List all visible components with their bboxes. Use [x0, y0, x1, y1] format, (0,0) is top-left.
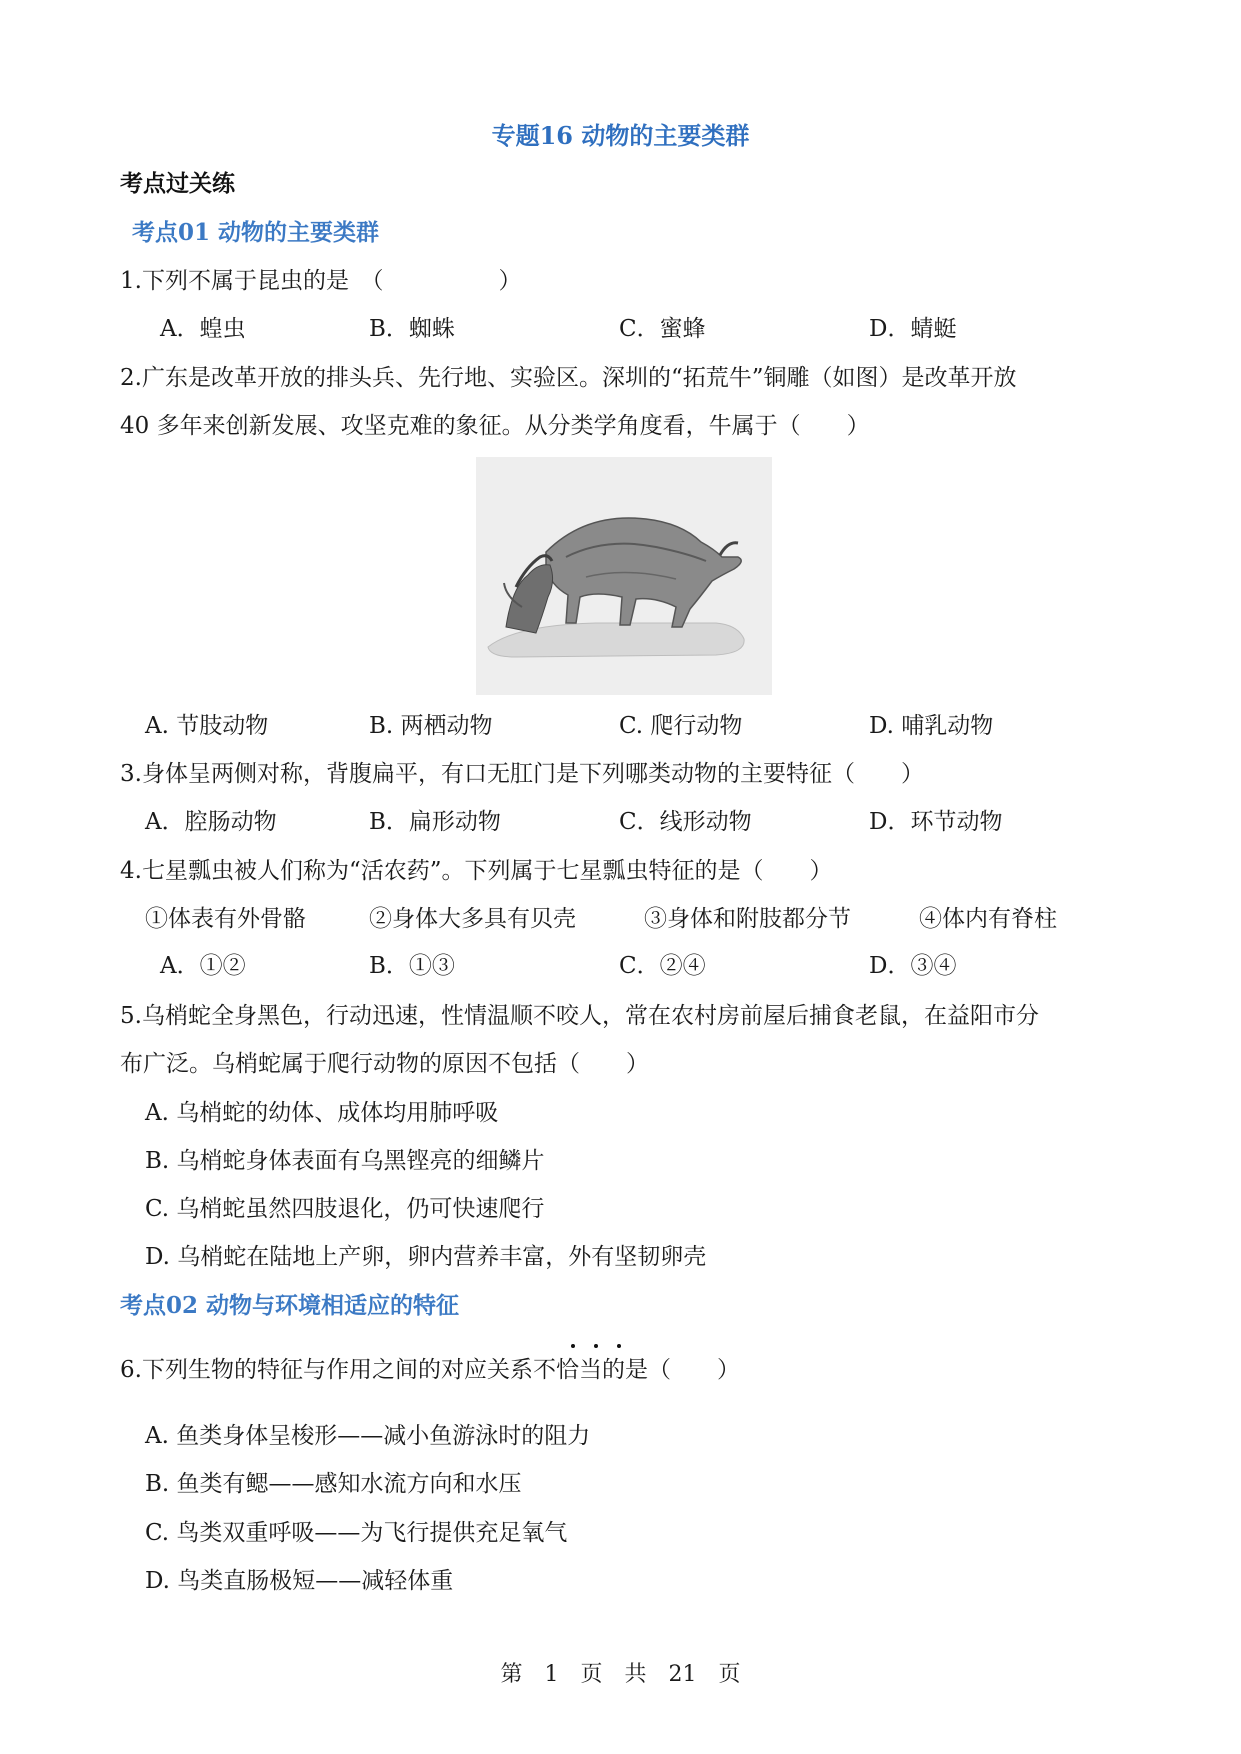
section-heading-2: 考点02 动物与环境相适应的特征	[120, 1292, 460, 1319]
q4-statement-3: ③身体和附肢都分节	[644, 906, 851, 932]
q3-option-a: A．腔肠动物	[145, 809, 277, 835]
page-footer: 第 1 页 共 21 页	[500, 1662, 741, 1687]
q3-option-d: D．环节动物	[869, 809, 1003, 835]
q1-option-b: B．蜘蛛	[369, 316, 455, 342]
emphasis-dot	[571, 1344, 575, 1348]
emphasis-dot	[594, 1344, 598, 1348]
q6-option-c: C. 鸟类双重呼吸——为飞行提供充足氧气	[145, 1520, 568, 1546]
question-6-stem: 6.下列生物的特征与作用之间的对应关系不恰当的是（ ）	[120, 1357, 740, 1383]
q5-option-b: B. 乌梢蛇身体表面有乌黑铿亮的细鳞片	[145, 1148, 545, 1174]
question-3-stem: 3.身体呈两侧对称，背腹扁平，有口无肛门是下列哪类动物的主要特征（ ）	[120, 761, 924, 787]
q6-option-b: B. 鱼类有鳃——感知水流方向和水压	[145, 1471, 522, 1497]
q4-option-b: B．①③	[369, 953, 455, 979]
question-1-stem: 1.下列不属于昆虫的是 （ ）	[120, 268, 522, 294]
question-5-stem-line2: 布广泛。乌梢蛇属于爬行动物的原因不包括（ ）	[120, 1051, 649, 1077]
question-4-stem: 4.七星瓢虫被人们称为“活农药”。下列属于七星瓢虫特征的是（ ）	[120, 858, 833, 884]
q1-option-c: C．蜜蜂	[619, 316, 706, 342]
question-2-stem-line2: 40 多年来创新发展、攻坚克难的象征。从分类学角度看，牛属于（ ）	[120, 413, 870, 439]
section-heading-1: 考点01 动物的主要类群	[132, 219, 380, 246]
q6-option-d: D. 鸟类直肠极短——减轻体重	[145, 1568, 454, 1594]
q4-option-d: D．③④	[869, 953, 957, 979]
q3-option-b: B．扁形动物	[369, 809, 501, 835]
emphasis-dot	[617, 1344, 621, 1348]
page-title: 专题16 动物的主要类群	[491, 121, 750, 150]
bull-sculpture-image	[476, 457, 772, 695]
question-5-stem-line1: 5.乌梢蛇全身黑色，行动迅速，性情温顺不咬人，常在农村房前屋后捕食老鼠，在益阳市分	[120, 1003, 1039, 1029]
q2-option-c: C. 爬行动物	[619, 713, 743, 739]
q5-option-c: C. 乌梢蛇虽然四肢退化，仍可快速爬行	[145, 1196, 545, 1222]
q4-option-a: A．①②	[160, 953, 246, 979]
q4-statement-1: ①体表有外骨骼	[145, 906, 306, 932]
q2-option-d: D. 哺乳动物	[869, 713, 994, 739]
section-heading-main: 考点过关练	[120, 170, 235, 197]
q4-statement-2: ②身体大多具有贝壳	[369, 906, 576, 932]
q1-option-d: D．蜻蜓	[869, 316, 957, 342]
q5-option-a: A. 乌梢蛇的幼体、成体均用肺呼吸	[145, 1100, 499, 1126]
question-2-stem-line1: 2.广东是改革开放的排头兵、先行地、实验区。深圳的“拓荒牛”铜雕（如图）是改革开放	[120, 365, 1017, 391]
q4-option-c: C．②④	[619, 953, 706, 979]
q1-option-a: A．蝗虫	[160, 316, 246, 342]
q4-statement-4: ④体内有脊柱	[919, 906, 1057, 932]
q2-option-b: B. 两栖动物	[369, 713, 493, 739]
q6-option-a: A. 鱼类身体呈梭形——减小鱼游泳时的阻力	[145, 1423, 591, 1449]
q3-option-c: C．线形动物	[619, 809, 752, 835]
bull-sculpture-illustration	[476, 457, 772, 695]
q5-option-d: D. 乌梢蛇在陆地上产卵，卵内营养丰富，外有坚韧卵壳	[145, 1244, 707, 1270]
q2-option-a: A. 节肢动物	[145, 713, 269, 739]
